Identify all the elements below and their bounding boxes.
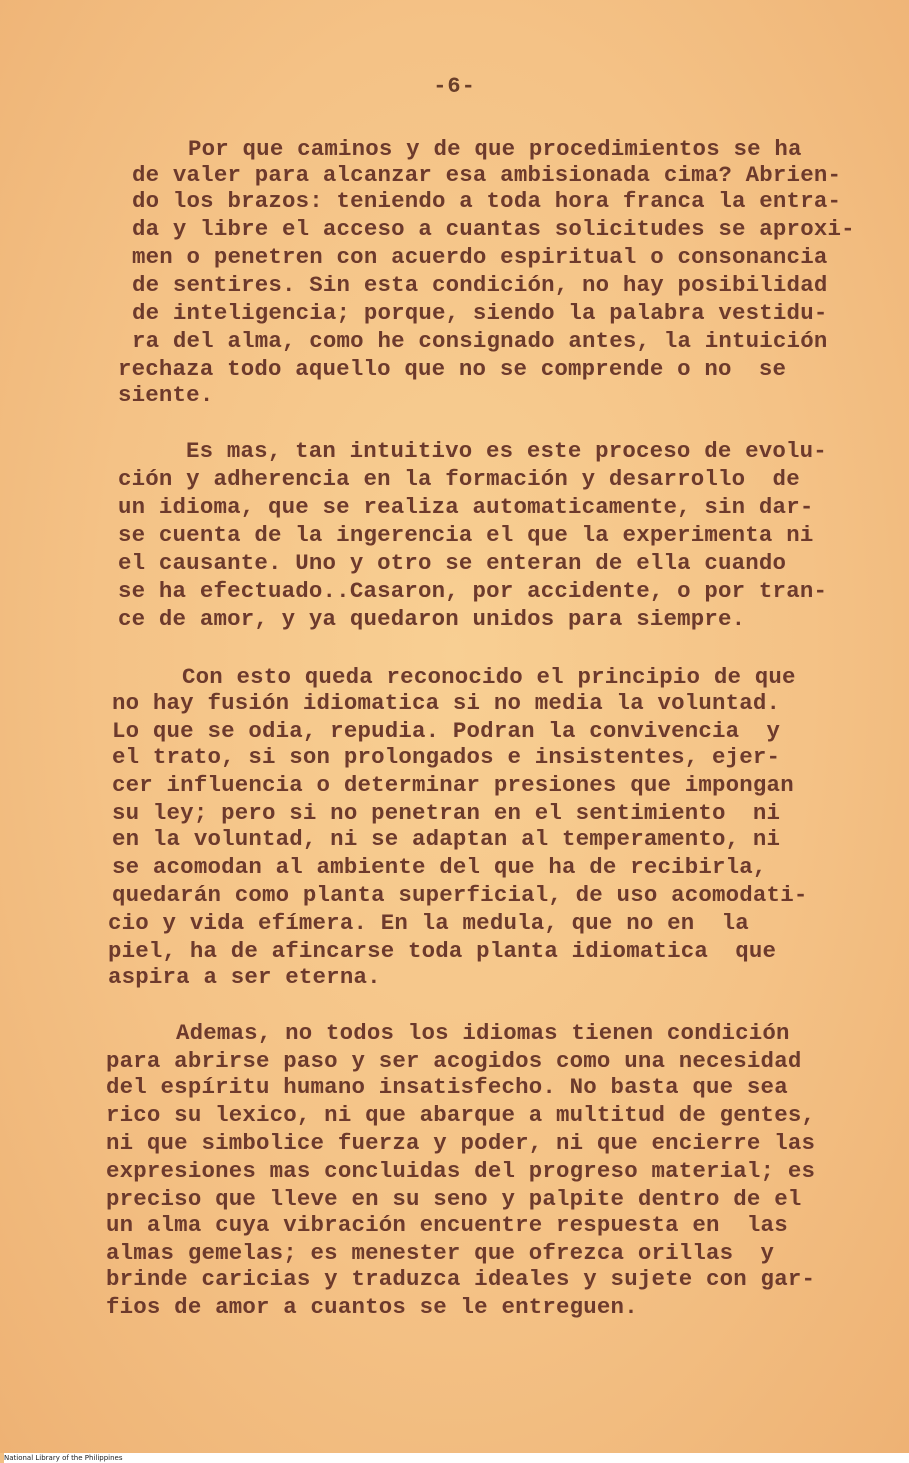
text-line: no hay fusión idiomatica si no media la voluntad. <box>112 690 781 716</box>
text-line: ce de amor, y ya quedaron unidos para siempre. <box>118 606 746 632</box>
text-line: cer influencia o determinar presiones que impongan <box>112 772 794 798</box>
text-line: almas gemelas; es menester que ofrezca orillas y <box>106 1240 775 1266</box>
text-line: piel, ha de afincarse toda planta idiomatica que <box>108 938 777 964</box>
text-line: un idioma, que se realiza automaticamente, sin dar- <box>118 494 814 520</box>
text-line: el trato, si son prolongados e insistentes, ejer- <box>112 744 781 770</box>
text-line: se ha efectuado..Casaron, por accidente, o por tran- <box>118 578 828 604</box>
text-line: ra del alma, como he consignado antes, la intuición <box>132 328 828 354</box>
text-line: su ley; pero si no penetran en el sentimiento ni <box>112 800 781 826</box>
text-line: Por que caminos y de que procedimientos se ha <box>188 136 802 162</box>
text-line: fios de amor a cuantos se le entreguen. <box>106 1294 638 1320</box>
text-line: siente. <box>118 382 214 408</box>
text-line: de sentires. Sin esta condición, no hay posibilidad <box>132 272 828 298</box>
page-number: -6- <box>433 74 476 99</box>
text-line: se acomodan al ambiente del que ha de recibirla, <box>112 854 767 880</box>
text-line: brinde caricias y traduzca ideales y sujete con gar- <box>106 1266 816 1292</box>
text-line: expresiones mas concluidas del progreso material; es <box>106 1158 816 1184</box>
text-line: Lo que se odia, repudia. Podran la convivencia y <box>112 718 781 744</box>
text-line: de inteligencia; porque, siendo la palabra vestidu- <box>132 300 828 326</box>
text-line: do los brazos: teniendo a toda hora franca la entra- <box>132 188 842 214</box>
text-line: ni que simbolice fuerza y poder, ni que encierre las <box>106 1130 816 1156</box>
text-line: para abrirse paso y ser acogidos como una necesidad <box>106 1048 802 1074</box>
text-line: de valer para alcanzar esa ambisionada cima? Abrien- <box>132 162 842 188</box>
text-line: rechaza todo aquello que no se comprende o no se <box>118 356 787 382</box>
text-line: da y libre el acceso a cuantas solicitudes se aproxi- <box>132 216 855 242</box>
text-line: cio y vida efímera. En la medula, que no en la <box>108 910 749 936</box>
text-line: se cuenta de la ingerencia el que la experimenta ni <box>118 522 814 548</box>
text-line: en la voluntad, ni se adaptan al temperamento, ni <box>112 826 781 852</box>
text-line: Con esto queda reconocido el principio de que <box>182 664 796 690</box>
text-line: men o penetren con acuerdo espiritual o consonancia <box>132 244 828 270</box>
text-line: el causante. Uno y otro se enteran de ella cuando <box>118 550 787 576</box>
text-line: aspira a ser eterna. <box>108 964 381 990</box>
text-line: Ademas, no todos los idiomas tienen condición <box>176 1020 790 1046</box>
text-line: Es mas, tan intuitivo es este proceso de evolu- <box>186 438 827 464</box>
text-line: preciso que lleve en su seno y palpite dentro de el <box>106 1186 802 1212</box>
text-line: del espíritu humano insatisfecho. No basta que sea <box>106 1074 788 1100</box>
library-credit: National Library of the Philippines <box>4 1453 909 1463</box>
text-line: quedarán como planta superficial, de uso acomodati- <box>112 882 808 908</box>
text-line: rico su lexico, ni que abarque a multitud de gentes, <box>106 1102 816 1128</box>
text-line: un alma cuya vibración encuentre respuesta en las <box>106 1212 788 1238</box>
text-line: ción y adherencia en la formación y desarrollo de <box>118 466 800 492</box>
